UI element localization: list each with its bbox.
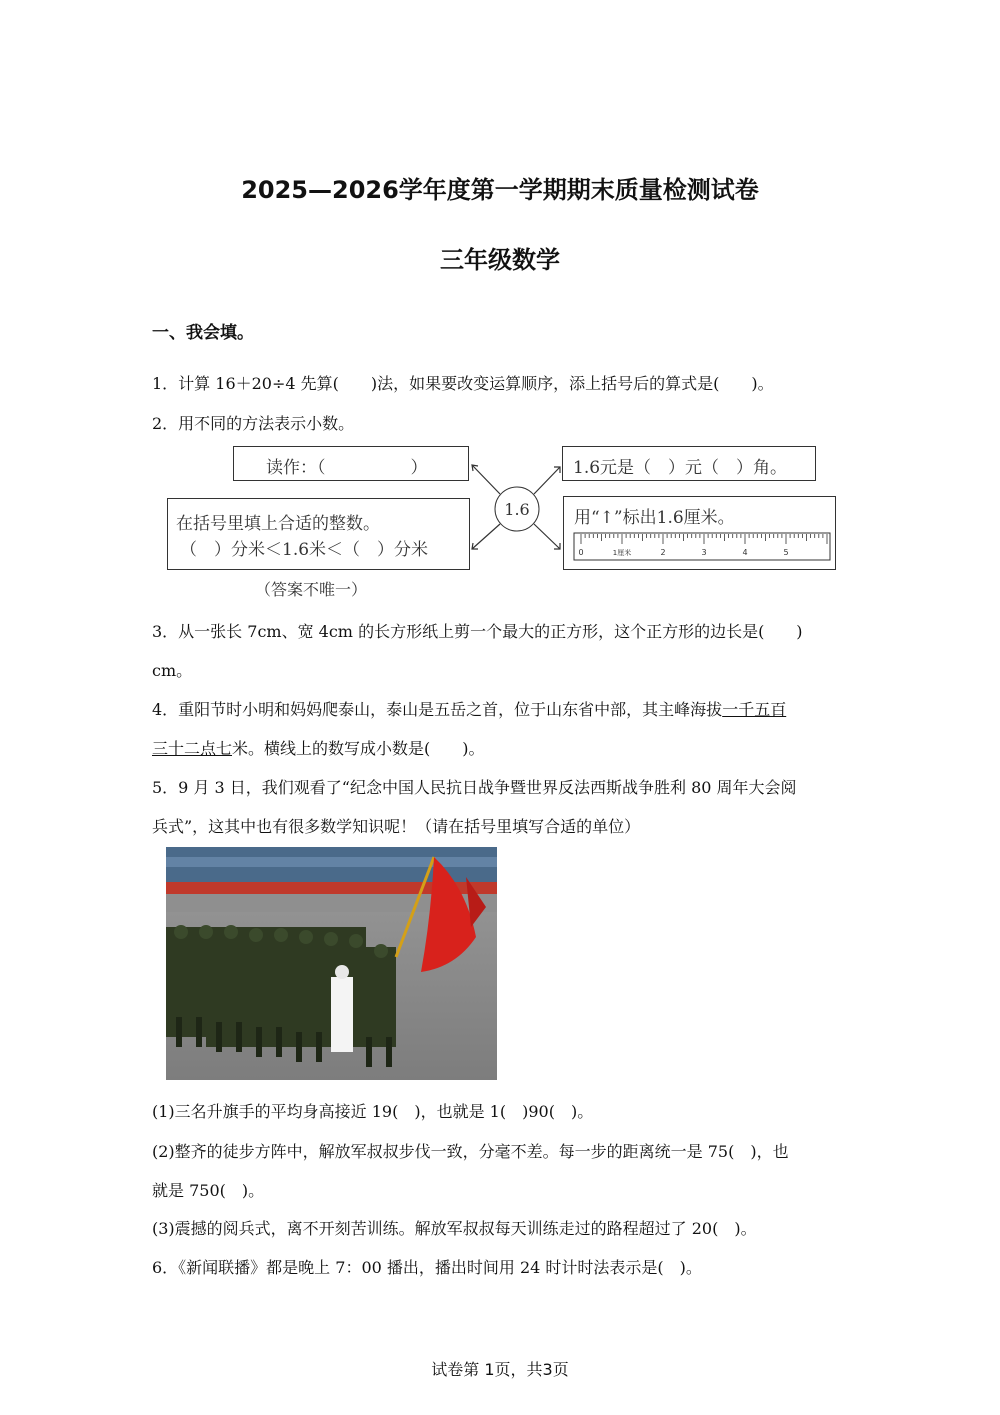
question-1: 1．计算 16＋20÷4 先算( )法，如果要改变运算顺序，添上括号后的算式是( )。 (152, 374, 774, 393)
ruler-label: 0 (578, 548, 584, 557)
question-5-line2: 兵式”，这其中也有很多数学知识呢！（请在括号里填写合适的单位） (152, 817, 641, 836)
yuan-box-text: 1.6元是（ ）元（ ）角。 (573, 458, 788, 478)
ruler-box-text: 用“↑”标出1.6厘米。 (574, 508, 735, 528)
question-5-3: (3)震撼的阅兵式，离不开刻苦训练。解放军叔叔每天训练走过的路程超过了 20( )。 (152, 1219, 757, 1238)
question-3-line1: 3．从一张长 7cm、宽 4cm 的长方形纸上剪一个最大的正方形，这个正方形的边长是( ) (152, 622, 803, 641)
question-4-line1 (152, 697, 786, 720)
ruler-label: 4 (742, 548, 748, 557)
center-value: 1.6 (504, 500, 530, 519)
question-4-underlined: 一千五百 (722, 700, 787, 719)
page-footer: 试卷第 1页，共3页 (431, 1360, 569, 1379)
exam-title: 2025—2026学年度第一学期期末质量检测试卷 (241, 176, 759, 204)
question-3-line2: cm。 (152, 661, 193, 680)
section-heading: 一、我会填。 (152, 323, 254, 343)
diagram-svg (0, 0, 1000, 620)
answer-note: （答案不唯一） (255, 580, 368, 599)
question-4-text-cont: 米。横线上的数写成小数是( )。 (232, 739, 485, 758)
parade-photo-image (166, 847, 497, 1080)
question-5-2-line1: (2)整齐的徒步方阵中，解放军叔叔步伐一致，分毫不差。每一步的距离统一是 75( )，也 (152, 1142, 789, 1161)
arrow-to-ruler (534, 524, 560, 549)
ruler-label: 3 (701, 548, 707, 557)
exam-subtitle: 三年级数学 (440, 246, 560, 274)
question-4-line2 (152, 736, 485, 759)
question-6: 6．《新闻联播》都是晚上 7：00 播出，播出时间用 24 时计时法表示是( )。 (152, 1258, 702, 1277)
ruler-label: 1厘米 (612, 549, 632, 557)
parade-photo (166, 847, 497, 1080)
ruler-label: 2 (660, 548, 666, 557)
ruler (574, 533, 830, 560)
fill-box-line1: 在括号里填上合适的整数。 (176, 514, 380, 534)
ruler-label: 5 (783, 548, 789, 557)
arrow-to-read (472, 465, 500, 494)
question-4-text: 4．重阳节时小明和妈妈爬泰山，泰山是五岳之首，位于山东省中部，其主峰海拔 (152, 700, 723, 719)
question-5-line1: 5．9 月 3 日，我们观看了“纪念中国人民抗日战争暨世界反法西斯战争胜利 80 周年大会阅 (152, 778, 797, 797)
question-5-1: (1)三名升旗手的平均身高接近 19( )，也就是 1( )90( )。 (152, 1102, 594, 1121)
question-2: 2．用不同的方法表示小数。 (152, 414, 355, 433)
fill-box-line2: （ ）分米＜1.6米＜（ ）分米 (180, 540, 429, 560)
arrow-to-yuan (534, 467, 560, 494)
arrow-to-fill (472, 524, 500, 549)
question-5-2-line2: 就是 750( )。 (152, 1181, 265, 1200)
read-box-text: 读作：（ ） (266, 458, 428, 478)
question-4-underlined-cont: 三十二点七 (152, 739, 233, 758)
